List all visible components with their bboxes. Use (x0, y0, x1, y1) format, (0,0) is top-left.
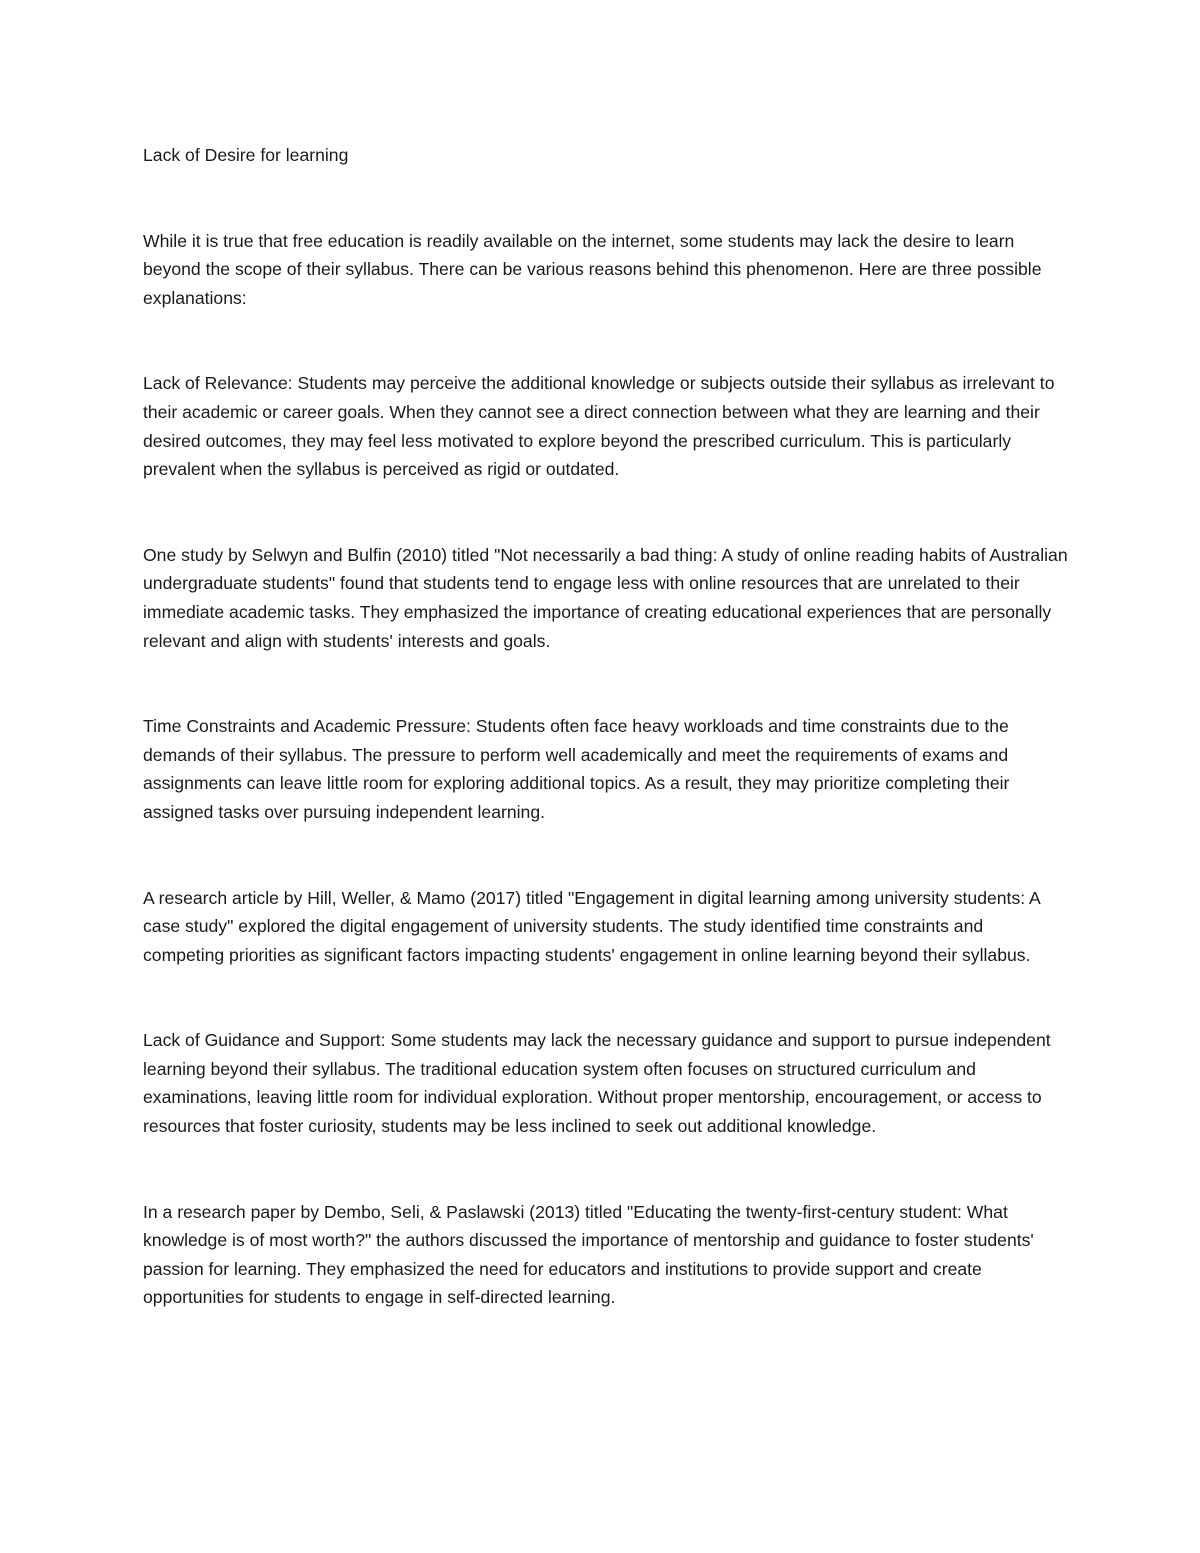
intro-paragraph: While it is true that free education is readily available on the internet, some students may lack the desire to learn beyond the scope of their syllabus. There can be various reasons behind this phenomenon. Here are three possible explanations: (143, 230, 1042, 308)
lack-of-guidance-paragraph: Lack of Guidance and Support: Some students may lack the necessary guidance and support to pursue independent learning beyond their syllabus. The traditional education system often focuses on structured curriculum and examinations, leaving little room for individual exploration. Without proper mentorship, encouragement, or access to resources that foster curiosity, students may be less inclined to seek out additional knowledge. (143, 1030, 1051, 1137)
hill-weller-mamo-study-paragraph: A research article by Hill, Weller, & Mamo (2017) titled "Engagement in digital learning among university students: A case study" explored the digital engagement of university students. The study identified time constraints and competing priorities as significant factors impacting students' engagement in online learning beyond their syllabus. (143, 887, 1040, 965)
time-constraints-paragraph: Time Constraints and Academic Pressure: Students often face heavy workloads and time constraints due to the demands of their syllabus. The pressure to perform well academically and meet the requirements of exams and assignments can leave little room for exploring additional topics. As a result, they may prioritize completing their assigned tasks over pursuing independent learning. (143, 716, 1010, 822)
dembo-seli-paslawski-paper-paragraph: In a research paper by Dembo, Seli, & Paslawski (2013) titled "Educating the twenty-first-century student: What knowledge is of most worth?" the authors discussed the importance of mentorship and guidance to foster students' passion for learning. They emphasized the need for educators and institutions to provide support and create opportunities for students to engage in self-directed learning. (143, 1201, 1034, 1308)
lack-of-relevance-paragraph: Lack of Relevance: Students may perceive the additional knowledge or subjects outside their syllabus as irrelevant to their academic or career goals. When they cannot see a direct connection between what they are learning and their desired outcomes, they may feel less motivated to explore beyond the prescribed curriculum. This is particularly prevalent when the syllabus is perceived as rigid or outdated. (143, 373, 1055, 480)
document-body (143, 141, 1068, 1312)
document-title: Lack of Desire for learning (143, 145, 349, 165)
selwyn-bulfin-study-paragraph: One study by Selwyn and Bulfin (2010) titled "Not necessarily a bad thing: A study of online reading habits of Australian undergraduate students" found that students tend to engage less with online resources that are unrelated to their immediate academic tasks. They emphasized the importance of creating educational experiences that are personally relevant and align with students' interests and goals. (143, 544, 1068, 651)
